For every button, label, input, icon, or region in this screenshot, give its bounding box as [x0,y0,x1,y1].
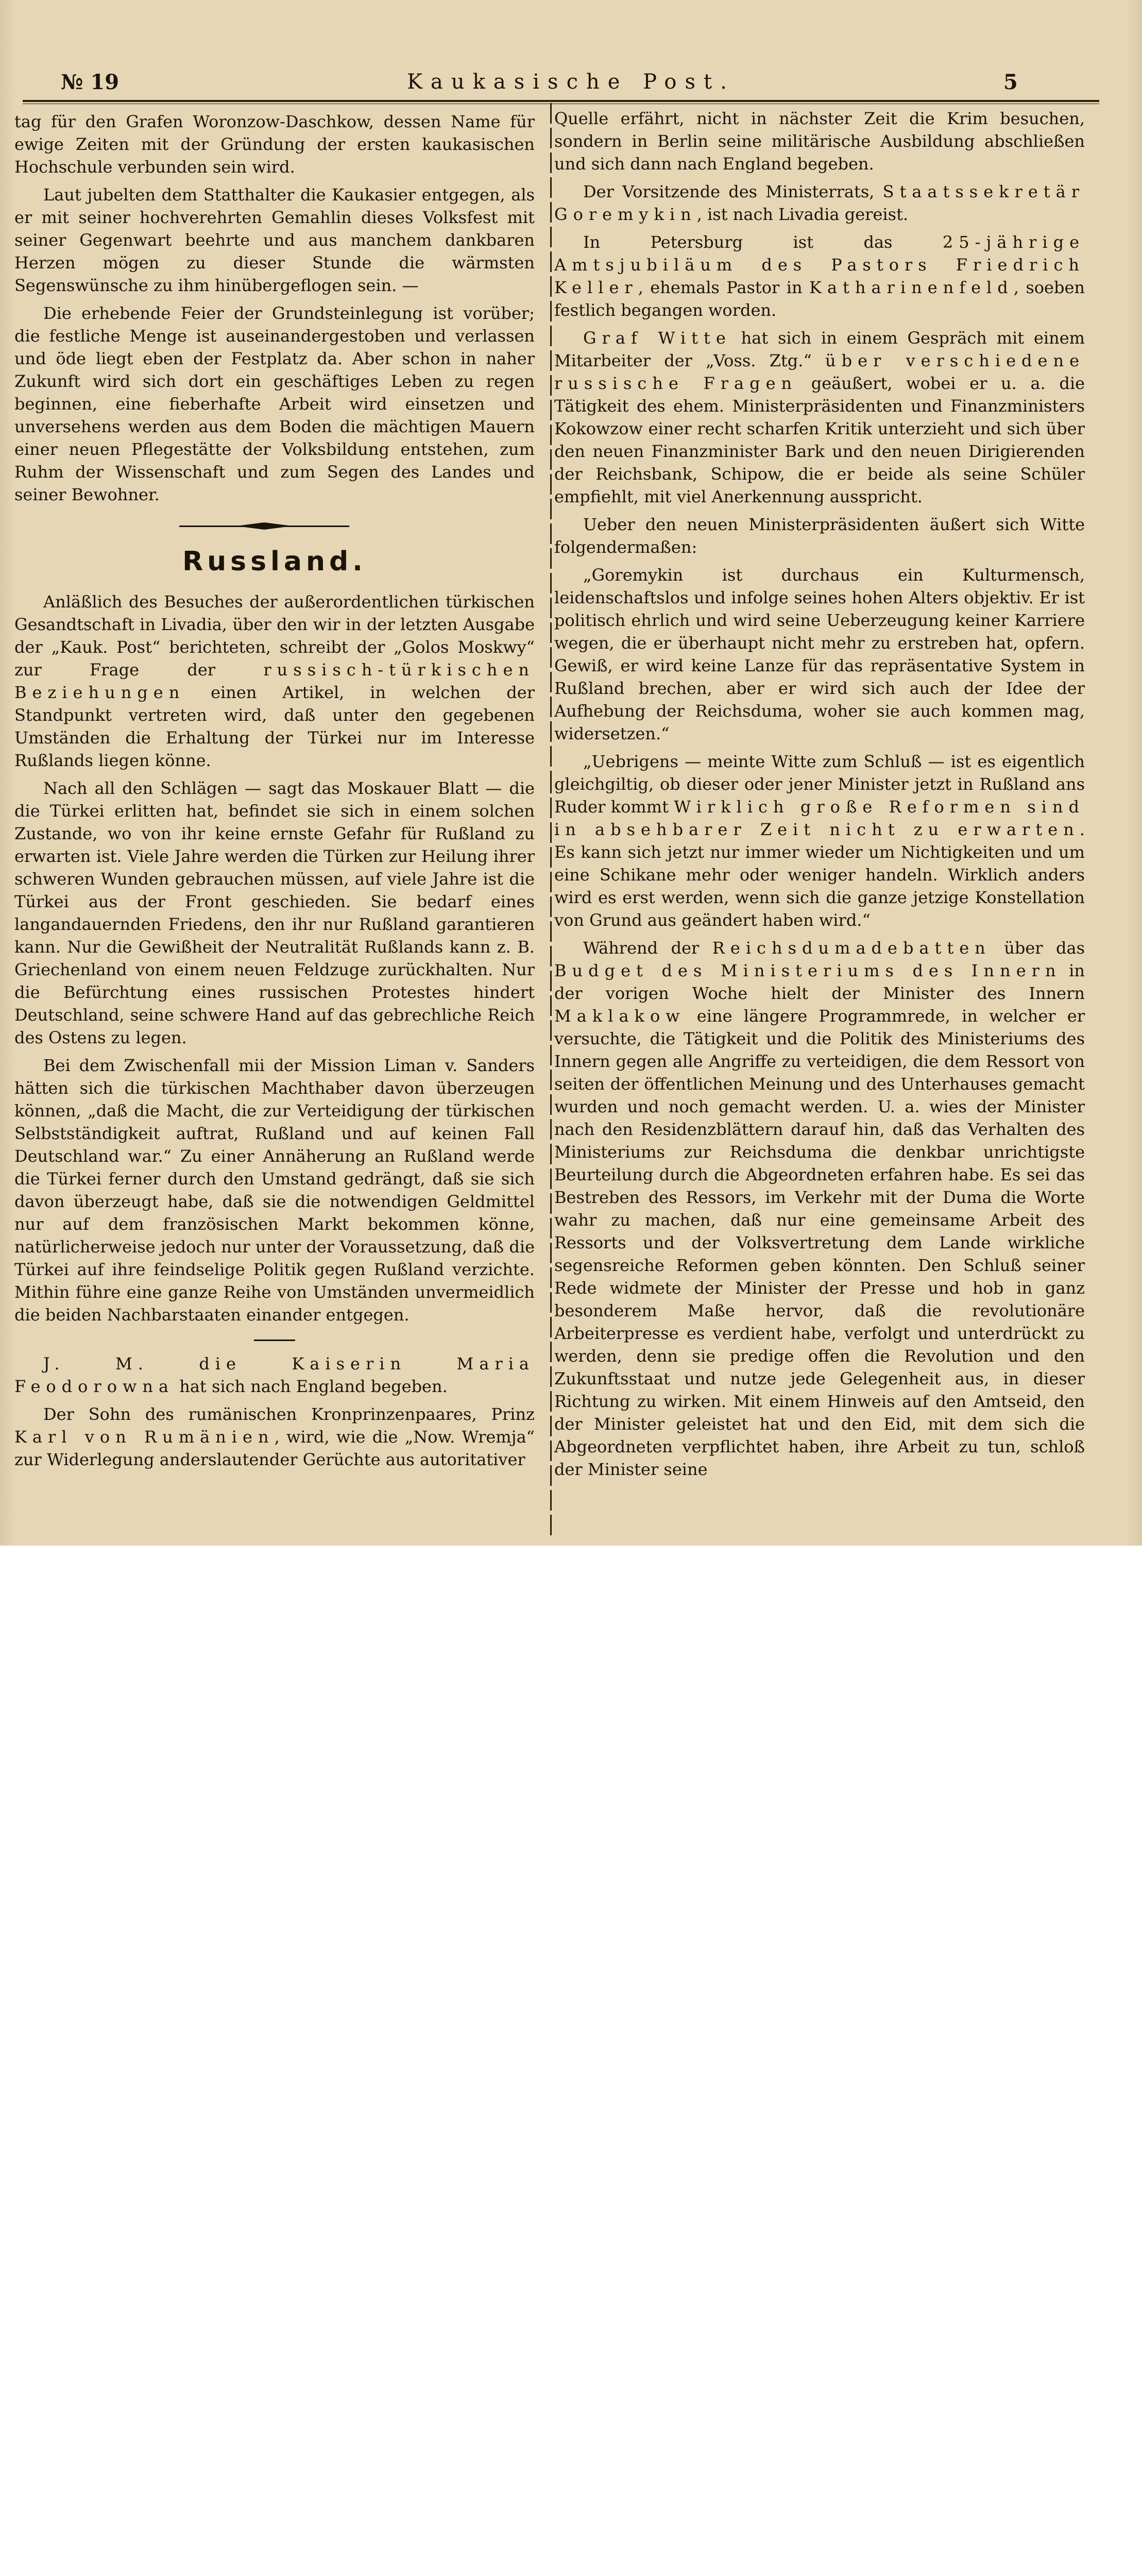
spaced-emphasis: Katharinenfeld [809,278,1014,297]
ornament-diamond [236,522,293,530]
page-header [0,61,1142,102]
spaced-emphasis: über verschiedene russische Fragen [554,351,1085,393]
newspaper-title: Kaukasische Post. [407,70,735,94]
left-column [14,110,535,1476]
text-run: eine längere Programmrede, in welcher er versuchte, die Tätigkeit und die Politik des Ministeriums des Innern gegen alle Angriffe zu verteidigen, die dem Ressort von seiten der öffentlichen Meinung und des Unterhauses gemacht wurden und noch gemacht werden. U. a. wies der Minister nach den Residenzblättern darauf hin, daß das Verhalten des Ministeriums zur Reichsduma die denkbar unrichtigste Beurteilung durch die Abgeordneten erfahren habe. Es sei das Bestreben des Ressors, im Verkehr mit der Duma die Worte wahr zu machen, daß nur eine gemeinsame Arbeit des Ressorts und der Volksvertretung dem Lande wirkliche segensreiche Reformen geben könnten. Den Schluß seiner Rede widmete der Minister der Presse und hob in ganz besonderem Maße hervor, daß die revolutionäre Arbeiterpresse es verdient habe, verfolgt und unterdrückt zu werden, denn sie predige offen die Revolution und den Zukunftsstaat und nutze jede Gelegenheit aus, in dieser Richtung zu wirken. Mit einem Hinweis auf den Amtseid, den der Minister geleistet hat und den Eid, mit dem sich die Abgeordneten verpflichtet haben, ihre Arbeit zu tun, schloß der Minister seine [554,1006,1085,1479]
spaced-emphasis: russisch-türkischen Beziehungen [14,660,535,702]
paragraph [554,327,1085,508]
paragraph [14,590,535,772]
text-run: „Uebrigens — meinte Witte zum Schluß — ist es eigentlich gleichgiltig, ob dieser oder jener Minister jetzt in Rußland ans Ruder kommt [554,752,1085,817]
text-run: Der Sohn des rumänischen Kronprinzenpaares, Prinz [43,1404,535,1424]
text-run: , ist nach Livadia gereist. [696,205,909,224]
issue-number: № 19 [61,70,120,94]
text-run: Anläßlich des Besuches der außerordentlichen türkischen Gesandtschaft in Livadia, über den wir in der letzten Ausgabe der „Kauk. Post“ berichteten, schreibt der „Golos Moskwy“ zur Frage der [14,592,535,680]
paragraph: Die erhebende Feier der Grundsteinlegung ist vorüber; die festliche Menge ist auseinandergestoben und verlassen und öde liegt eben der Festplatz da. Aber schon in naher Zukunft wird sich dort ein geschäftiges Leben zu regen beginnen, eine fieberhafte Arbeit wird einsetzen und unversehens werden aus dem Boden die mächtigen Mauern einer neuen Pflegestätte der Volksbildung entstehen, zum Ruhm der Wissenschaft und zum Segen des Landes und seiner Bewohner. [14,303,535,504]
paragraph [14,1352,535,1398]
spaced-emphasis: Wirklich große Reformen sind in absehbarer Zeit nicht zu erwarten [554,797,1085,839]
spaced-emphasis: J. M. die Kaiserin Maria Feodorowna [14,1354,535,1396]
header-rule [23,100,1099,102]
spaced-emphasis: Staatssekretär Goremykin [554,182,1085,224]
right-column [554,107,1085,1486]
section-title-russland: Russland. [182,546,367,577]
text-run: Während der [583,938,712,958]
paragraph: Laut jubelten dem Statthalter die Kaukasier entgegen, als er mit seiner hochverehrten Gemahlin dieses Volksfest mit seiner Gegenwart beehrte und aus manchem dankbaren Herzen mögen zu dieser Stunde die wärmsten Segenswünsche zu ihm hinübergeflogen sein. — [14,185,535,295]
page-number: 5 [1003,70,1018,94]
text-run: . Es kann sich jetzt nur immer wieder um Nichtigkeiten und um eine Schikane mehr oder weniger handeln. Wirklich anders wird es erst werden, wenn sich die ganze jetzige Konstellation von Grund aus geändert haben wird.“ [554,820,1085,930]
paragraph: tag für den Grafen Woronzow-Daschkow, dessen Name für ewige Zeiten mit der Gründung der ersten kaukasischen Hochschule verbunden sein wird. [14,112,535,177]
paragraph: Ueber den neuen Ministerpräsidenten äußert sich Witte folgendermaßen: [554,515,1085,557]
text-run: hat sich nach England begeben. [174,1377,448,1396]
text-run: geäußert, wobei er u. a. die Tätigkeit des ehem. Ministerpräsidenten und Finanzministers Kokowzow einer recht scharfen Kritik unterzieht und sich über den neuen Finanzminister Bark und den neuen Dirigierenden der Reichsbank, Schipow, die er beide als seine Schüler empfiehlt, mit viel Anerkennung ausspricht. [554,374,1085,506]
paragraph: Quelle erfährt, nicht in nächster Zeit die Krim besuchen, sondern in Berlin seine militärische Ausbildung abschließen und sich dann nach England begeben. [554,109,1085,174]
text-run: In Petersburg ist das [583,232,943,252]
paragraph [14,1403,535,1471]
text-run: einen Artikel, in welchen der Standpunkt vertreten wird, daß unter den gegebenen Umständen die Erhaltung der Türkei nur im Interesse Rußlands liegen könne. [14,683,535,770]
section-ornament [14,515,535,538]
column-divider-upper [550,103,552,773]
spaced-emphasis: Reichsdumadebatten [712,938,991,958]
paragraph [554,937,1085,1481]
paragraph [554,180,1085,226]
column-divider-lower [550,773,552,1535]
spaced-emphasis: Maklakow [554,1006,686,1026]
paragraph: „Goremykin ist durchaus ein Kulturmensch, leidenschaftslos und infolge seines hohen Alters objektiv. Er ist politisch ehrlich und wird seine Ueberzeugung keiner Karriere wegen, die er überhaupt nicht mehr zu erstreben hat, opfern. Gewiß, er wird keine Lanze für das repräsentative System in Rußland brechen, aber er wird sich auch der Idee der Aufhebung der Reichsduma, woher sie auch kommen mag, widersetzen.“ [554,565,1085,743]
spaced-emphasis: Graf Witte [583,328,731,348]
separator-rule [254,1340,295,1341]
paragraph [554,750,1085,931]
text-run: , soeben festlich begangen worden. [554,278,1085,320]
text-run: über das [991,938,1085,958]
text-run: hat sich in einem Gespräch mit einem Mitarbeiter der „Voss. Ztg.“ [554,328,1085,370]
text-run: , ehemals Pastor in [638,278,810,297]
text-run: , wird, wie die „Now. Wremja“ zur Widerlegung anderslautender Gerüchte aus autoritativer [14,1427,535,1469]
paragraph: Nach all den Schlägen — sagt das Moskauer Blatt — die die Türkei erlitten hat, befindet sie sich in einem solchen Zustande, wo von ihr keine ernste Gefahr für Rußland zu erwarten ist. Viele Jahre werden die Türken zur Heilung ihrer schweren Wunden gebrauchen müssen, auf viele Jahre ist die Türkei aus der Front geschieden. Sie bedarf eines langandauernden Friedens, den ihr nur Rußland garantieren kann. Nur die Gewißheit der Neutralität Rußlands kann z. B. Griechenland von einem neuen Feldzuge zurückhalten. Nur die Befürchtung eines russischen Protestes hindert Deutschland, seine schwere Hand auf das gebrechliche Reich des Ostens zu legen. [14,778,535,1047]
spaced-emphasis: Karl von Rumänien [14,1427,275,1447]
spaced-emphasis: 25-jährige Amtsjubiläum des Pastors Friedrich Keller [554,232,1085,297]
digitization-footer [0,1546,1142,1626]
text-run: Der Vorsitzende des Ministerrats, [583,182,883,201]
spaced-emphasis: Budget des Ministeriums des Innern [554,961,1062,980]
text-run: in der vorigen Woche hielt der Minister des Innern [554,961,1085,1003]
paragraph: Bei dem Zwischenfall mii der Mission Liman v. Sanders hätten sich die türkischen Machthaber davon überzeugen können, „daß die Macht, die zur Verteidigung der türkischen Selbstständigkeit auftrat, Rußland und auf keinen Fall Deutschland war.“ Zu einer Annäherung an Rußland werde die Türkei ferner durch den Umstand gedrängt, daß sie sich davon überzeugt habe, daß sie die notwendigen Geldmittel nur auf dem französischen Markt bekommen könne, natürlicherweise jedoch nur unter der Voraussetzung, daß die Türkei auf ihre feindselige Politik gegen Rußland verzichte. Mithin führe eine ganze Reihe von Umständen unvermeidlich die beiden Nachbarstaaten einander entgegen. [14,1056,535,1325]
paragraph [554,231,1085,321]
